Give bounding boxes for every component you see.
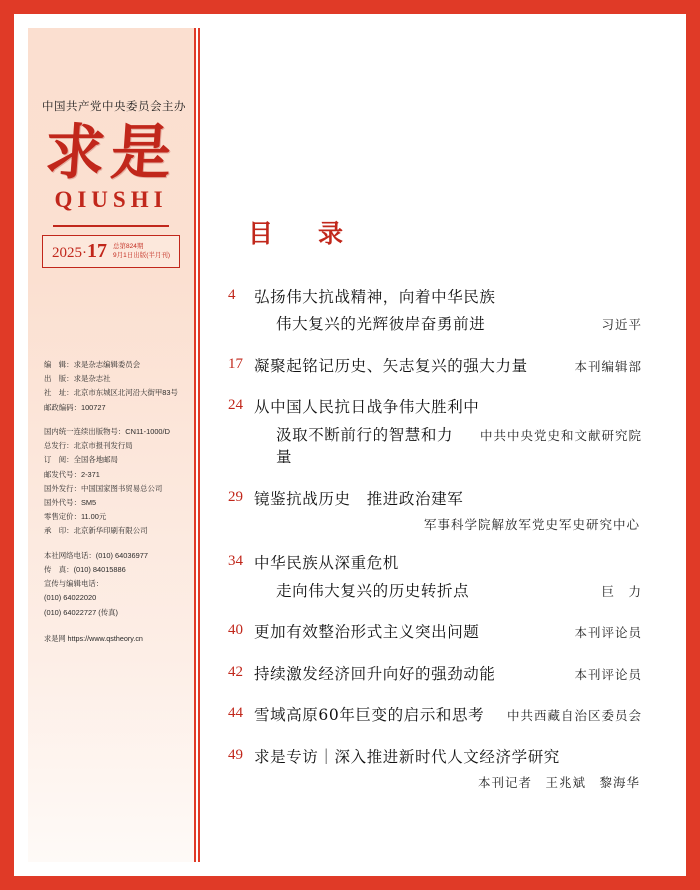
- toc-entry-title: 镜鉴抗战历史 推进政治建军: [254, 489, 464, 508]
- issue-note-line2: 9月1日出版(半月刊): [112, 251, 171, 259]
- contents-column: [196, 28, 672, 862]
- list-item[interactable]: [228, 552, 642, 602]
- toc-entry-first-line: [228, 355, 642, 377]
- masthead-column: [28, 28, 196, 862]
- issue-line: [52, 240, 107, 263]
- colophon-line: 国外代号：SM5: [44, 497, 97, 507]
- list-item[interactable]: [228, 286, 642, 336]
- masthead-block: [28, 28, 194, 268]
- colophon-line: 传 真：(010) 84015886: [44, 564, 126, 574]
- colophon-line: 零售定价：11.00元: [44, 512, 107, 522]
- toc-entry-second-line: [276, 424, 642, 469]
- page-number: 17: [228, 355, 243, 372]
- page-number: 34: [228, 553, 243, 570]
- toc-entry-author: 本刊评论员: [574, 666, 642, 682]
- issue-note-line1: 总第824期: [112, 242, 144, 250]
- issue-year: 2025: [51, 245, 82, 261]
- website-line[interactable]: 求是网 https://www.qstheory.cn: [44, 633, 143, 643]
- toc-entry-author: 中共中央党史和文献研究院: [479, 427, 642, 443]
- toc-entry-title: 持续激发经济回升向好的强劲动能: [254, 664, 496, 683]
- colophon-line: 国外发行：中国国家图书贸易总公司: [44, 483, 163, 493]
- list-item[interactable]: [228, 663, 642, 685]
- toc-entry-title-cont: 伟大复兴的光辉彼岸奋勇前进: [276, 315, 486, 334]
- toc-entry-second-line: [276, 313, 642, 335]
- toc-entry-title: 雪域高原60年巨变的启示和思考: [254, 706, 485, 725]
- toc-entry-first-line: [228, 663, 642, 685]
- toc-entry-title: 凝聚起铭记历史、矢志复兴的强大力量: [254, 356, 528, 375]
- toc-entry-title: 中华民族从深重危机: [254, 554, 399, 573]
- colophon: [44, 358, 184, 646]
- colophon-line: 编 辑：求是杂志编辑委员会: [44, 360, 141, 369]
- toc-entry-author: 巨 力: [601, 583, 642, 599]
- page-number: 4: [228, 287, 236, 303]
- colophon-line: 邮政编码：100727: [44, 402, 106, 412]
- toc-entry-second-line: [276, 580, 642, 602]
- toc-entry-title: 求是专访｜深入推进新时代人文经济学研究: [254, 747, 560, 766]
- toc-entry-author: 本刊评论员: [574, 625, 642, 641]
- magazine-logo: 求是: [42, 118, 180, 188]
- colophon-line: 本社网络电话：(010) 64036977: [44, 550, 148, 560]
- toc-entry-title: 弘扬伟大抗战精神，向着中华民族: [254, 288, 496, 306]
- list-item[interactable]: [228, 396, 642, 468]
- toc-entry-title: 更加有效整治形式主义突出问题: [254, 623, 480, 642]
- colophon-line: 出 版：求是杂志社: [44, 374, 111, 384]
- list-item[interactable]: [228, 704, 642, 726]
- toc-entry-first-line: [228, 286, 642, 308]
- page-number: 44: [228, 705, 243, 722]
- page-inner: [28, 28, 672, 862]
- page-number: 24: [228, 397, 243, 414]
- toc-entry-first-line: [228, 704, 642, 726]
- toc-entry-author: 习近平: [601, 317, 642, 333]
- toc-entry-first-line: [228, 621, 642, 643]
- toc-entry-first-line: [228, 746, 642, 768]
- issue-dot: ·: [81, 245, 87, 261]
- list-item[interactable]: [228, 746, 642, 791]
- colophon-line: 国内统一连续出版物号：CN11-1000/D: [44, 426, 170, 436]
- page-number: 49: [228, 746, 243, 763]
- toc-entry-title-cont: 走向伟大复兴的历史转折点: [276, 581, 470, 600]
- toc-entry-first-line: [228, 396, 642, 418]
- toc-entry-first-line: [228, 488, 642, 510]
- toc-entry-author: 中共西藏自治区委员会: [506, 708, 642, 724]
- masthead-divider: [53, 225, 169, 227]
- colophon-line: (010) 64022020: [44, 593, 97, 603]
- colophon-line: 订 阅：全国各地邮局: [44, 455, 118, 465]
- toc-entry-author: 本刊编辑部: [574, 358, 642, 374]
- issue-number: 17: [86, 240, 107, 262]
- issue-badge: [42, 235, 180, 268]
- magazine-logo-pinyin: QIUSHI: [54, 187, 168, 212]
- page-title: 目 录: [248, 219, 354, 248]
- page-number: 40: [228, 622, 243, 639]
- colophon-line: 宣传与编辑电话：: [44, 579, 104, 589]
- toc-entry-title: 从中国人民抗日战争伟大胜利中: [254, 398, 480, 417]
- toc-list: [196, 286, 672, 791]
- colophon-line: 承 印：北京新华印刷有限公司: [44, 526, 148, 536]
- sponsor-line: 中国共产党中央委员会主办: [42, 101, 186, 113]
- colophon-line: 社 址：北京市东城区北河沿大街甲83号: [44, 388, 178, 398]
- list-item[interactable]: [228, 355, 642, 377]
- list-item[interactable]: [228, 621, 642, 643]
- toc-entry-author: 本刊记者 王兆斌 黎海华: [477, 775, 640, 791]
- colophon-line: (010) 64022727 (传真): [44, 607, 118, 617]
- toc-entry-author: 军事科学院解放军党史军史研究中心: [423, 517, 640, 533]
- page-number: 42: [228, 663, 243, 680]
- colophon-group-contact: [44, 549, 184, 620]
- colophon-line: 邮发代号：2-371: [44, 469, 100, 479]
- colophon-group-distribution: [44, 425, 184, 539]
- colophon-group-publisher: [44, 358, 184, 415]
- toc-entry-first-line: [228, 552, 642, 574]
- toc-entry-title-cont: 汲取不断前行的智慧和力量: [276, 425, 454, 467]
- page-number: 29: [228, 488, 243, 505]
- issue-note: [113, 243, 170, 261]
- colophon-line: 总发行：北京市报刊发行局: [44, 441, 133, 451]
- list-item[interactable]: [228, 488, 642, 533]
